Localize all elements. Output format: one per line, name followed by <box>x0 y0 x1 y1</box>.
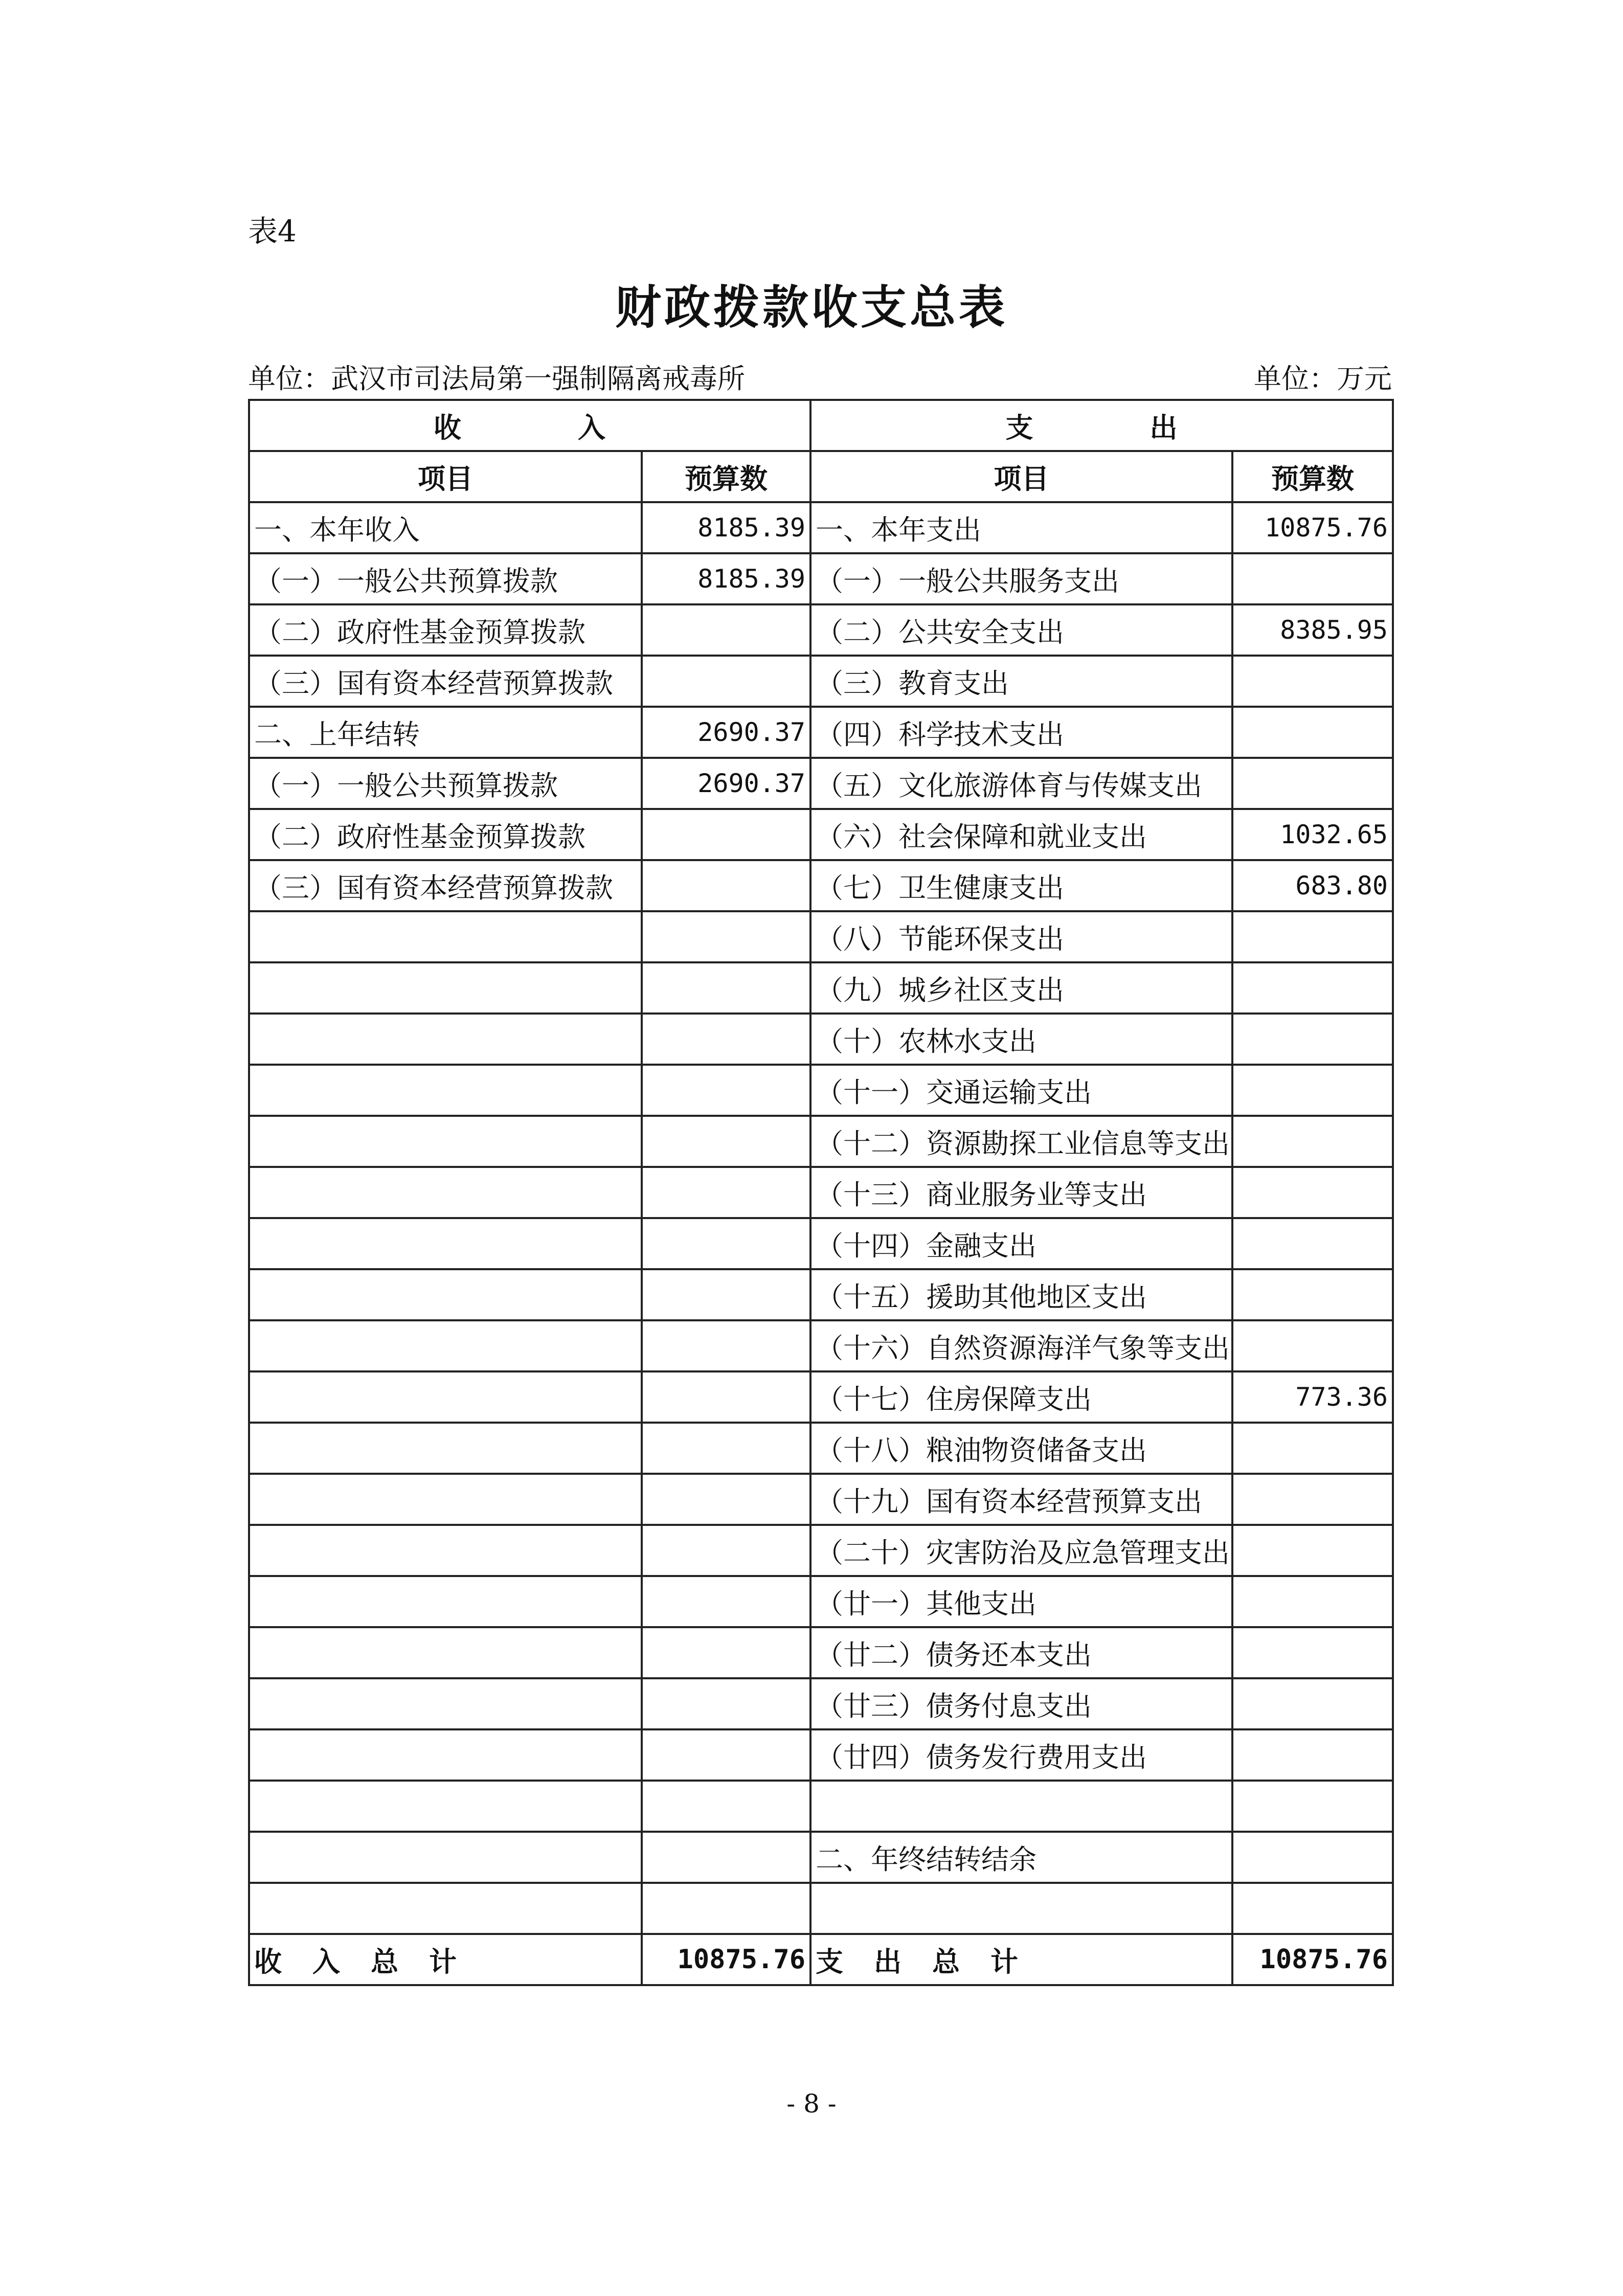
expense-item-cell: （十五）援助其他地区支出 <box>810 1269 1232 1320</box>
income-item-cell <box>249 911 642 962</box>
income-value-cell <box>642 1371 810 1423</box>
income-value-cell: 2690.37 <box>642 758 810 809</box>
expense-item-cell: （廿一）其他支出 <box>810 1576 1232 1627</box>
income-item-cell: （二）政府性基金预算拨款 <box>249 809 642 860</box>
table-row <box>249 1371 1393 1423</box>
expense-value-cell <box>1232 1525 1393 1576</box>
table-row <box>249 1014 1393 1065</box>
table-row <box>249 758 1393 809</box>
page-title: 财政拨款收支总表 <box>615 280 1008 334</box>
expense-value-cell <box>1232 1474 1393 1525</box>
expense-total-value: 10875.76 <box>1232 1934 1393 1985</box>
expense-section-header: 支 出 <box>810 400 1393 451</box>
expense-item-cell: （十二）资源勘探工业信息等支出 <box>810 1116 1232 1167</box>
income-item-cell: （三）国有资本经营预算拨款 <box>249 656 642 707</box>
expense-value-cell <box>1232 1167 1393 1218</box>
income-value-cell <box>642 1781 810 1832</box>
income-item-cell <box>249 1065 642 1116</box>
income-value-cell <box>642 809 810 860</box>
expense-item-cell: （廿三）债务付息支出 <box>810 1678 1232 1729</box>
income-item-cell <box>249 1014 642 1065</box>
table-row <box>249 911 1393 962</box>
income-item-cell: （一）一般公共预算拨款 <box>249 758 642 809</box>
table-row <box>249 1832 1393 1883</box>
expense-item-cell: （十七）住房保障支出 <box>810 1371 1232 1423</box>
expense-item-cell: （一）一般公共服务支出 <box>810 553 1232 604</box>
income-item-cell <box>249 1167 642 1218</box>
table-label: 表4 <box>248 214 297 249</box>
income-item-header: 项目 <box>249 451 642 502</box>
income-item-cell: 二、上年结转 <box>249 707 642 758</box>
expense-value-cell <box>1232 553 1393 604</box>
income-value-cell <box>642 1678 810 1729</box>
expense-item-cell: （廿四）债务发行费用支出 <box>810 1729 1232 1781</box>
expense-item-cell <box>810 1781 1232 1832</box>
income-value-cell <box>642 604 810 656</box>
income-value-cell <box>642 656 810 707</box>
page-number: - 8 - <box>786 2089 837 2119</box>
table-row <box>249 1218 1393 1269</box>
expense-value-cell <box>1232 1883 1393 1934</box>
income-value-cell <box>642 1627 810 1678</box>
table-row <box>249 656 1393 707</box>
income-total-value: 10875.76 <box>642 1934 810 1985</box>
income-item-cell <box>249 1474 642 1525</box>
expense-item-cell: （十一）交通运输支出 <box>810 1065 1232 1116</box>
table-row <box>249 860 1393 911</box>
table-row <box>249 502 1393 553</box>
expense-value-cell <box>1232 1729 1393 1781</box>
expense-budget-header: 预算数 <box>1232 451 1393 502</box>
income-value-cell: 2690.37 <box>642 707 810 758</box>
income-item-cell <box>249 1320 642 1371</box>
expense-item-cell: （二十）灾害防治及应急管理支出 <box>810 1525 1232 1576</box>
expense-value-cell <box>1232 1832 1393 1883</box>
income-item-cell <box>249 1218 642 1269</box>
income-item-cell <box>249 1781 642 1832</box>
income-item-cell: 一、本年收入 <box>249 502 642 553</box>
expense-value-cell <box>1232 1781 1393 1832</box>
table-row <box>249 1116 1393 1167</box>
table-row <box>249 1320 1393 1371</box>
income-item-cell <box>249 1116 642 1167</box>
income-value-cell <box>642 1883 810 1934</box>
expense-item-header: 项目 <box>810 451 1232 502</box>
income-section-header: 收 入 <box>249 400 810 451</box>
expense-item-cell: （十三）商业服务业等支出 <box>810 1167 1232 1218</box>
expense-item-cell: （十六）自然资源海洋气象等支出 <box>810 1320 1232 1371</box>
income-value-cell <box>642 1576 810 1627</box>
income-value-cell <box>642 1116 810 1167</box>
expense-item-cell: （十四）金融支出 <box>810 1218 1232 1269</box>
income-item-cell: （一）一般公共预算拨款 <box>249 553 642 604</box>
expense-item-cell: （十九）国有资本经营预算支出 <box>810 1474 1232 1525</box>
table-row <box>249 1729 1393 1781</box>
expense-value-cell: 1032.65 <box>1232 809 1393 860</box>
table-row <box>249 604 1393 656</box>
expense-item-cell: （十）农林水支出 <box>810 1014 1232 1065</box>
expense-value-cell <box>1232 1576 1393 1627</box>
expense-item-cell: （廿二）债务还本支出 <box>810 1627 1232 1678</box>
expense-item-cell: （五）文化旅游体育与传媒支出 <box>810 758 1232 809</box>
income-item-cell <box>249 1627 642 1678</box>
income-item-cell <box>249 1423 642 1474</box>
expense-value-cell <box>1232 656 1393 707</box>
totals-row <box>249 1934 1393 1985</box>
income-value-cell <box>642 860 810 911</box>
income-value-cell <box>642 962 810 1014</box>
table-row <box>249 1269 1393 1320</box>
expense-value-cell: 8385.95 <box>1232 604 1393 656</box>
expense-value-cell <box>1232 758 1393 809</box>
income-value-cell <box>642 1065 810 1116</box>
expense-total-label: 支出总计 <box>810 1934 1232 1985</box>
income-item-cell <box>249 1832 642 1883</box>
income-item-cell <box>249 1883 642 1934</box>
table-row <box>249 1474 1393 1525</box>
table-row <box>249 1065 1393 1116</box>
table-row <box>249 1167 1393 1218</box>
income-value-cell: 8185.39 <box>642 553 810 604</box>
expense-value-cell: 773.36 <box>1232 1371 1393 1423</box>
income-value-cell <box>642 1832 810 1883</box>
expense-item-cell: （四）科学技术支出 <box>810 707 1232 758</box>
income-value-cell <box>642 1269 810 1320</box>
expense-item-cell: 一、本年支出 <box>810 502 1232 553</box>
income-item-cell <box>249 1269 642 1320</box>
expense-value-cell <box>1232 1627 1393 1678</box>
expense-value-cell <box>1232 1065 1393 1116</box>
expense-item-cell: （七）卫生健康支出 <box>810 860 1232 911</box>
expense-value-cell <box>1232 1116 1393 1167</box>
income-value-cell <box>642 911 810 962</box>
income-budget-header: 预算数 <box>642 451 810 502</box>
expense-item-cell: （九）城乡社区支出 <box>810 962 1232 1014</box>
table-row <box>249 1678 1393 1729</box>
income-value-cell <box>642 1218 810 1269</box>
expense-value-cell <box>1232 1320 1393 1371</box>
expense-value-cell <box>1232 1269 1393 1320</box>
income-value-cell <box>642 1729 810 1781</box>
table-row <box>249 1781 1393 1832</box>
column-header-row <box>249 451 1393 502</box>
expense-value-cell <box>1232 707 1393 758</box>
expense-value-cell <box>1232 911 1393 962</box>
expense-value-cell: 10875.76 <box>1232 502 1393 553</box>
income-value-cell <box>642 1014 810 1065</box>
expense-value-cell <box>1232 1678 1393 1729</box>
table-row <box>249 809 1393 860</box>
income-item-cell <box>249 1371 642 1423</box>
expense-value-cell <box>1232 962 1393 1014</box>
table-row <box>249 1627 1393 1678</box>
table-row <box>249 1525 1393 1576</box>
expense-value-cell: 683.80 <box>1232 860 1393 911</box>
section-header-row <box>249 400 1393 451</box>
income-item-cell <box>249 1525 642 1576</box>
income-value-cell <box>642 1320 810 1371</box>
income-total-label: 收入总计 <box>249 1934 642 1985</box>
budget-table <box>248 399 1394 1986</box>
income-item-cell <box>249 962 642 1014</box>
expense-item-cell: （三）教育支出 <box>810 656 1232 707</box>
table-row <box>249 1576 1393 1627</box>
expense-value-cell <box>1232 1014 1393 1065</box>
unit-currency: 单位：万元 <box>1254 363 1392 395</box>
income-value-cell <box>642 1167 810 1218</box>
expense-value-cell <box>1232 1423 1393 1474</box>
expense-value-cell <box>1232 1218 1393 1269</box>
unit-organization: 单位：武汉市司法局第一强制隔离戒毒所 <box>248 363 745 395</box>
income-item-cell <box>249 1576 642 1627</box>
income-item-cell: （三）国有资本经营预算拨款 <box>249 860 642 911</box>
expense-item-cell: （六）社会保障和就业支出 <box>810 809 1232 860</box>
income-value-cell <box>642 1474 810 1525</box>
income-item-cell: （二）政府性基金预算拨款 <box>249 604 642 656</box>
expense-item-cell: 二、年终结转结余 <box>810 1832 1232 1883</box>
expense-item-cell: （二）公共安全支出 <box>810 604 1232 656</box>
income-item-cell <box>249 1678 642 1729</box>
income-value-cell: 8185.39 <box>642 502 810 553</box>
expense-item-cell <box>810 1883 1232 1934</box>
table-row <box>249 553 1393 604</box>
income-value-cell <box>642 1525 810 1576</box>
income-value-cell <box>642 1423 810 1474</box>
table-row <box>249 1883 1393 1934</box>
table-row <box>249 707 1393 758</box>
expense-item-cell: （八）节能环保支出 <box>810 911 1232 962</box>
expense-item-cell: （十八）粮油物资储备支出 <box>810 1423 1232 1474</box>
table-row <box>249 1423 1393 1474</box>
table-row <box>249 962 1393 1014</box>
income-item-cell <box>249 1729 642 1781</box>
